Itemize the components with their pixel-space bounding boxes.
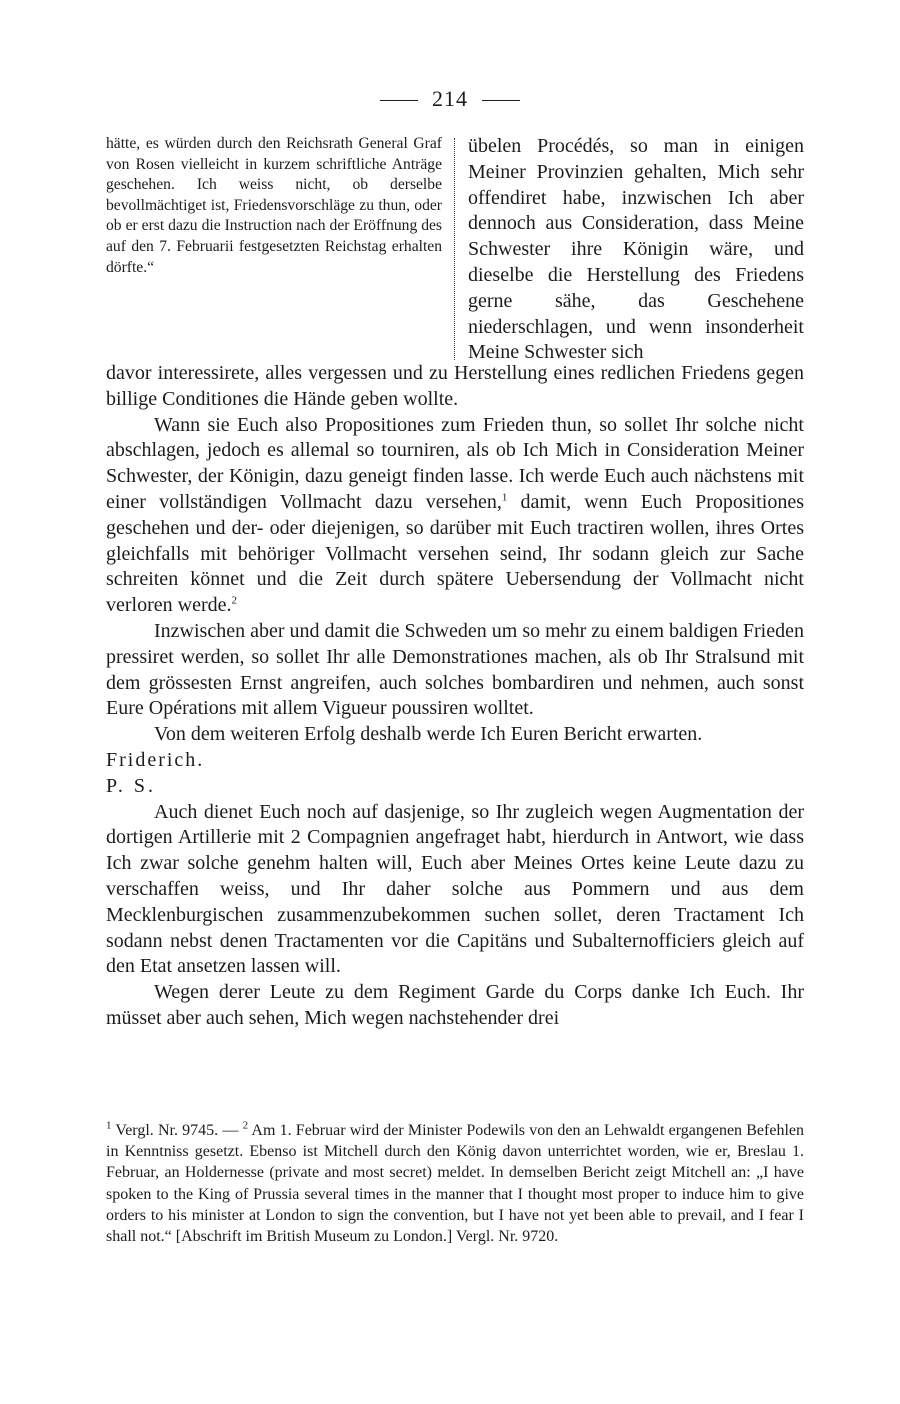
paragraph-1: davor interessirete, alles vergessen und zu Herstellung eines redlichen Friedens gegen billige Conditiones die Hände geben wollte.: [106, 362, 804, 410]
footnote-block: [106, 1120, 804, 1247]
column-divider: [454, 138, 455, 360]
paragraph-4: Von dem weiteren Erfolg deshalb werde Ich Euren Bericht erwarten.: [154, 723, 703, 746]
footnote-mark-2: 2: [242, 1119, 249, 1132]
header-rule-right: [482, 100, 520, 101]
footnote-ref-2: 2: [231, 594, 237, 607]
paragraph-6: Wegen derer Leute zu dem Regiment Garde du Corps danke Ich Euch. Ihr müsset aber auch sehen, Mich wegen nachstehender drei: [106, 981, 804, 1029]
paragraph-2: [106, 413, 804, 619]
paragraph-5: Auch dienet Euch noch auf dasjenige, so Ihr zugleich wegen Augmentation der dortigen Artillerie mit 2 Compagnien angefraget habt, hierdurch in Antwort, wie dass Ich zwar solche genehm halten will, Euch aber Meines Ortes keine Leute dazu zu verschaffen weiss, und Ihr daher solche aus Pommern und aus dem Mecklenburgischen zusammenzubekommen suchen sollet, deren Tractament Ich sodann nebst denen Tractamenten vor die Capitäns und Subalternofficiers gleich auf den Etat ansetzen lassen will.: [106, 800, 804, 978]
paragraph-2-part-a: Wann sie Euch also Propositiones zum Frieden thun, so sollet Ihr solche nicht abschlagen, jedoch es allemal so tourniren, als ob Ich Mich in Consideration Meiner Schwester, der Königin, dazu geneigt finden lasse. Ich werde Euch auch nächstens mit einer vollständigen Vollmacht dazu versehen,: [106, 413, 804, 513]
footnote-ref-1: 1: [501, 491, 508, 504]
page-number: 214: [432, 86, 468, 111]
footnote-text-1: Vergl. Nr. 9745. —: [111, 1122, 243, 1139]
postscript-heading: P. S.: [106, 774, 157, 797]
page-header: [0, 86, 900, 112]
paragraph-3: Inzwischen aber und damit die Schweden um so mehr zu einem baldigen Frieden pressiret werden, so sollet Ihr alle Demonstrationes machen, als ob Ihr Stralsund mit dem grössesten Ernst angreifen, auch solches bombardiren und nehmen, auch sonst Eure Opérations mit allem Vigueur poussiren wolltet.: [106, 619, 804, 720]
footnote-text-2: Am 1. Februar wird der Minister Podewils von den an Lehwaldt ergangenen Befehlen in Kenntniss gesetzt. Ebenso ist Mitchell durch den König davon unterrichtet worden, wie er, Breslau 1. Februar, an Holdernesse (private and most secret) meldet. In demselben Bericht zeigt Mitchell an: „I have spoken to the King of Prussia several times in the manner that I thought most proper to induce him to give orders to his minister at London to sign the convention, but I have not yet been able to prevail, and I fear I shall not.“ [Abschrift im British Museum zu London.] Vergl. Nr. 9720.: [106, 1122, 805, 1246]
header-rule-left: [380, 100, 418, 101]
right-column-text: übelen Procédés, so man in einigen Meiner Provinzien gehalten, Mich sehr offendiret habe, inzwischen Ich aber dennoch aus Consideration, dass Meine Schwester ihre Königin wäre, und dieselbe die Herstellung des Friedens gerne sähe, das Geschehene niederschlagen, und wenn insonderheit Meine Schwester sich: [468, 135, 804, 364]
main-body: [106, 361, 804, 1032]
paragraph-2-part-b: damit, wenn Euch Propositiones geschehen und der- oder diejenigen, so darüber mit Euch tractiren wollen, ihres Ortes gleichfalls mit behöriger Vollmacht versehen seind, Ihr sodann gleich zur Sache schreiten könnet und die Zeit durch spätere Uebersendung der Vollmacht nicht verloren werde.: [106, 490, 804, 617]
two-column-section: [106, 134, 804, 362]
footnotes: [106, 1120, 804, 1247]
footnote-mark-1: 1: [106, 1119, 112, 1132]
left-column-quote: hätte, es würden durch den Reichsrath General Graf von Rosen vielleicht in kurzem schriftliche Anträge geschehen. Ich weiss nicht, ob derselbe bevollmächtiget ist, Friedensvorschläge zu thun, oder ob er erst dazu die Instruction nach der Eröffnung des auf den 7. Februarii festgesetzten Reichstag erhalten dörfte.“: [106, 135, 442, 276]
signature: Friderich.: [106, 748, 205, 771]
